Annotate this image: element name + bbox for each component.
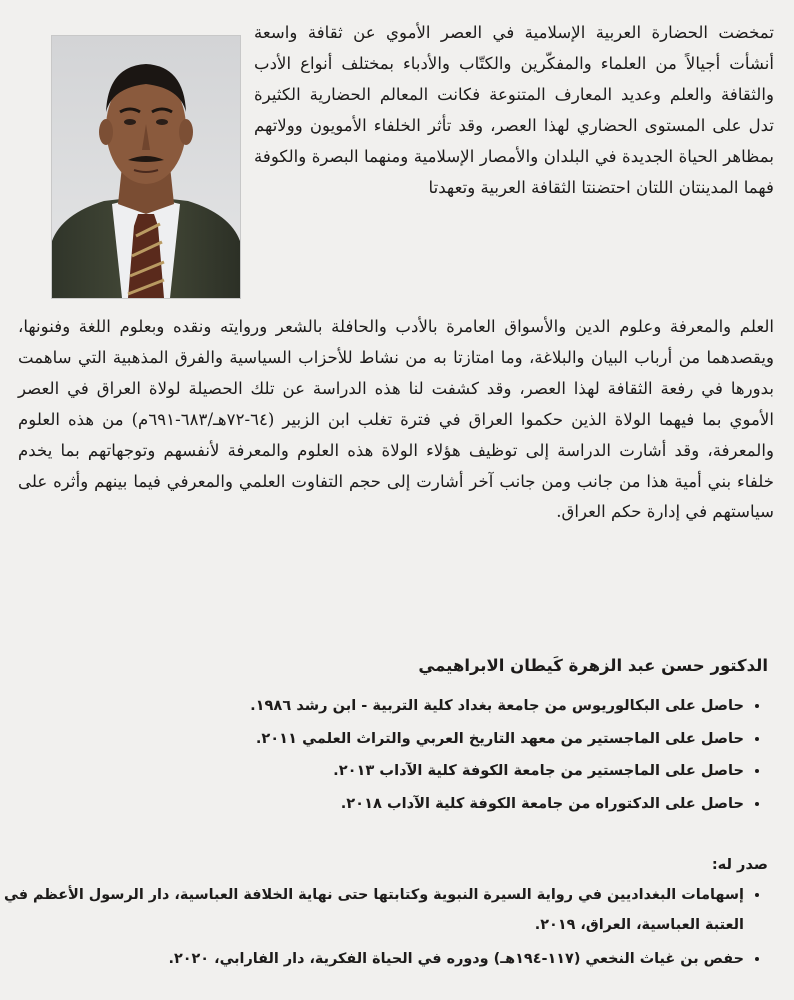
intro-paragraph-top: تمخضت الحضارة العربية الإسلامية في العصر الأموي عن ثقافة واسعة أنشأت أجيالاً من العلماء والمفكّرين والكتّاب والأدباء بمختلف أنواع الأدب والثقافة والعلم وعديد المعارف المتنوعة فكانت المعالم الحضارية الكثيرة تدل على المستوى الحضاري لهذا العصر، وقد تأثر الخلفاء الأمويون وولاتهم بمظاهر الحياة الجديدة في البلدان والأمصار الإسلامية ومنهما البصرة والكوفة فهما المدينتان اللتان احتضنتا الثقافة العربية وتعهدتا <box>254 23 774 197</box>
degree-item: • حاصل على الماجستير من جامعة الكوفة كلية الآداب ٢٠١٣. <box>4 755 744 788</box>
publications-list <box>4 880 768 978</box>
author-photo <box>51 35 241 299</box>
publication-item: • حفص بن غياث النخعي (١١٧-١٩٤هـ) ودوره في الحياة الفكرية، دار الفارابي، ٢٠٢٠. <box>4 944 744 974</box>
degrees-list <box>4 690 768 820</box>
author-portrait-image <box>52 36 240 298</box>
publications-title: صدر له: <box>711 856 768 873</box>
degree-item: • حاصل على البكالوريوس من جامعة بغداد كلية التربية - ابن رشد ١٩٨٦. <box>4 690 744 723</box>
degree-item: • حاصل على الدكتوراه من جامعة الكوفة كلية الآداب ٢٠١٨. <box>4 788 744 821</box>
publication-item: • إسهامات البغداديين في رواية السيرة النبوية وكتابتها حتى نهاية الخلافة العباسية، دار الرسول الأعظم في العتبة العباسية، العراق، ٢٠١٩. <box>4 880 744 940</box>
degree-item: • حاصل على الماجستير من معهد التاريخ العربي والتراث العلمي ٢٠١١. <box>4 723 744 756</box>
intro-paragraph-rest: العلم والمعرفة وعلوم الدين والأسواق العامرة بالأدب والحافلة بالشعر وروايته ونقده وبعلوم اللغة وفنونها، ويقصدهما من أرباب البيان والبلاغة، وما امتازتا به من نشاط للأحزاب السياسية والفرق المذهبية التي ساهمت بدورها في رفعة الثقافة لهذا العصر، وقد كشفت لنا هذه الدراسة عن تلك الحصيلة لولاة العراق في العصر الأموي بما فيهما الولاة الذين حكموا العراق في فترة تغلب ابن الزبير (٦٤-٧٢هـ/٦٨٣-٦٩١م) من هذه العلوم والمعرفة، وقد أشارت الدراسة إلى توظيف هؤلاء الولاة هذه العلوم والمعرفة لأنفسهم وتوجهاتهم بما يخدم خلفاء بني أمية هذا من جانب ومن جانب آخر أشارت إلى حجم التفاوت العلمي والمعرفي فيما بينهم وأثره على سياستهم في إدارة حكم العراق. <box>18 317 774 522</box>
author-name: الدكتور حسن عبد الزهرة كَيطان الابراهيمي <box>418 656 768 675</box>
